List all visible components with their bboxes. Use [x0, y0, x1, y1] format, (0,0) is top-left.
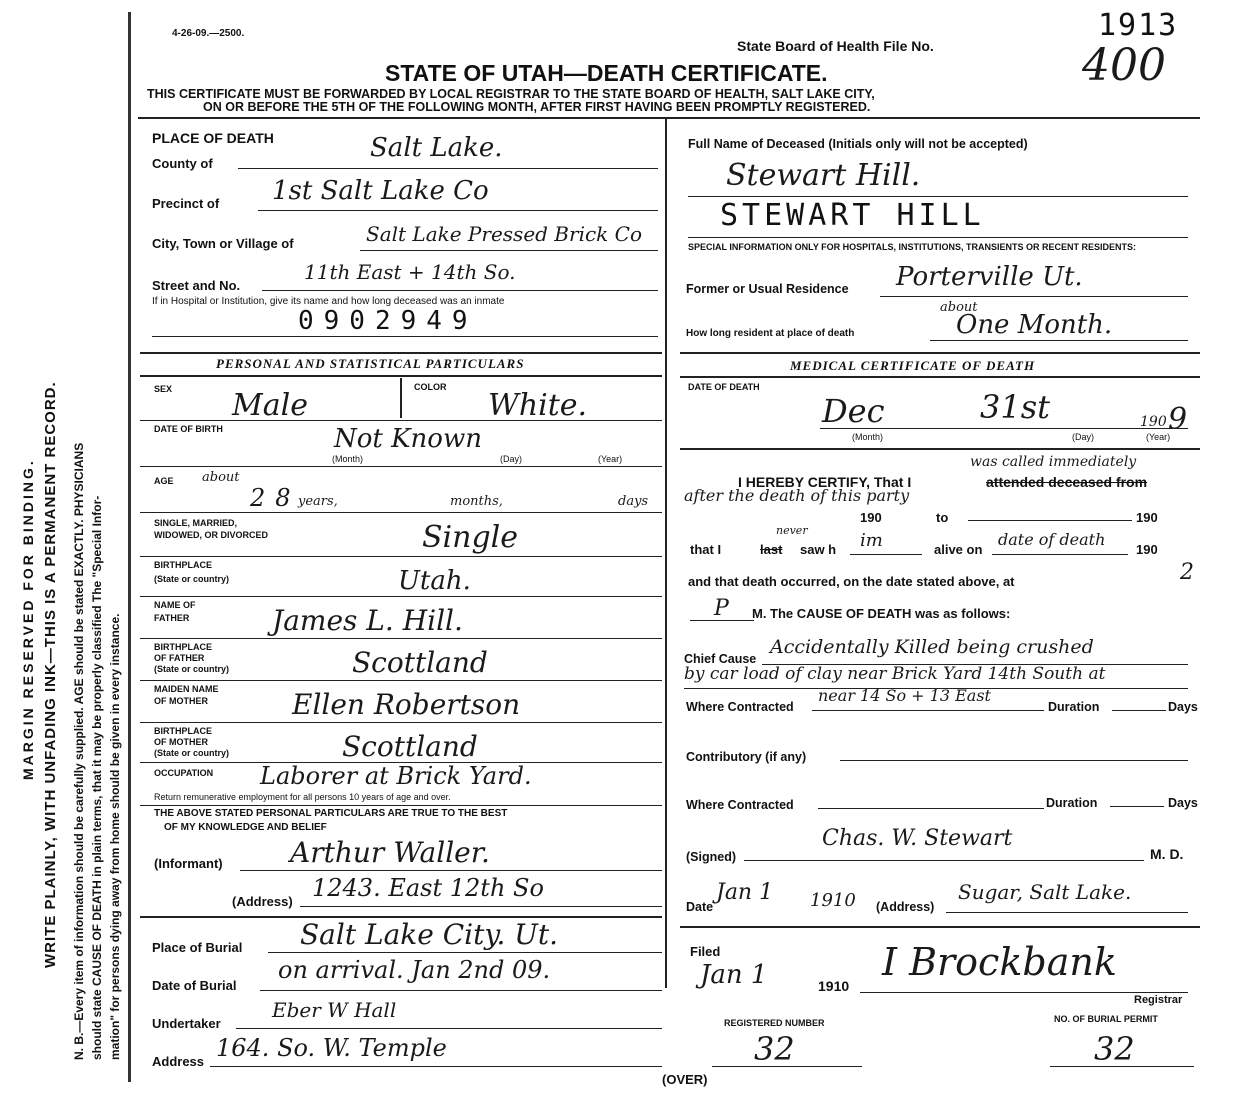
age-label: AGE — [154, 476, 174, 486]
father-bp-line — [140, 680, 662, 681]
undertaker-address-value: 164. So. W. Temple — [216, 1034, 447, 1062]
binding-line — [128, 12, 131, 1082]
alive-handwritten: date of death — [998, 530, 1106, 549]
father-bp-label-3: (State or country) — [154, 664, 230, 674]
margin-note-2: should state CAUSE OF DEATH in plain terms, that it may be properly classified The "Special Infor- — [90, 495, 104, 1060]
over-label: (OVER) — [662, 1072, 708, 1087]
dod-year: 9 — [1168, 402, 1188, 437]
father-bp-value: Scottland — [352, 646, 488, 679]
mother-label-1: MAIDEN NAME — [154, 684, 219, 694]
where-line — [812, 710, 1044, 711]
precinct-label: Precinct of — [152, 196, 220, 211]
informant-label: (Informant) — [154, 856, 223, 871]
pm-line — [690, 620, 754, 621]
section-rule-left — [140, 352, 662, 354]
sex-label: SEX — [154, 384, 173, 394]
registrar-signature: I Brockbank — [882, 940, 1117, 984]
dod-rule — [680, 448, 1200, 450]
age-value: 28 — [250, 484, 301, 512]
file-year: 1913 — [1098, 8, 1179, 43]
form-code: 4-26-09.—2500. — [172, 28, 245, 39]
street-line — [262, 290, 658, 291]
margin-ink-text: WRITE PLAINLY, WITH UNFADING INK—THIS IS A PERMANENT RECORD. — [42, 381, 59, 968]
undertaker-address-line — [210, 1066, 662, 1067]
filed-value: Jan 1 — [700, 960, 768, 990]
signed-line — [744, 860, 1144, 861]
burial-date-label: Date of Burial — [152, 978, 237, 993]
alive-label: alive on — [934, 542, 983, 557]
duration-2-label: Duration — [1046, 796, 1098, 810]
mother-bp-label-2: OF MOTHER — [154, 737, 208, 747]
informant-value: Arthur Waller. — [290, 836, 490, 869]
alive-line — [992, 554, 1128, 555]
hospital-line — [152, 336, 658, 337]
undertaker-value: Eber W Hall — [272, 998, 397, 1022]
mother-label-2: OF MOTHER — [154, 696, 208, 706]
color-value: White. — [488, 388, 588, 423]
birthplace-line — [140, 596, 662, 597]
md-label: M. D. — [1150, 846, 1184, 862]
occupation-label: OCCUPATION — [154, 768, 214, 778]
personal-heading-rule — [140, 375, 662, 377]
cert-date-year: 1910 — [810, 890, 856, 911]
name-value: Stewart Hill. — [726, 158, 921, 193]
marital-value: Single — [422, 520, 519, 555]
name-print-line — [688, 237, 1188, 238]
resident-about: about — [940, 300, 978, 315]
signed-label: (Signed) — [686, 850, 736, 864]
father-bp-label-1: BIRTHPLACE — [154, 642, 212, 652]
where-contracted-value: near 14 So + 13 East — [818, 686, 991, 705]
name-line — [688, 196, 1188, 197]
alive-year: 190 — [1136, 542, 1158, 557]
county-line — [238, 168, 658, 169]
duration-label: Duration — [1048, 700, 1100, 714]
precinct-line — [258, 210, 658, 211]
father-line — [140, 638, 662, 639]
days-label: days — [618, 494, 649, 509]
death-pm: P — [714, 596, 729, 621]
registered-number-label: REGISTERED NUMBER — [724, 1018, 825, 1028]
marital-label-1: SINGLE, MARRIED, — [154, 518, 238, 528]
signed-value: Chas. W. Stewart — [822, 826, 1013, 851]
chief-cause-label: Chief Cause — [684, 652, 757, 666]
burial-permit-value: 32 — [1094, 1030, 1135, 1068]
mother-line — [140, 722, 662, 723]
registered-number-line — [712, 1066, 862, 1067]
certify-handwritten: after the death of this party — [684, 486, 910, 505]
to-year: 190 — [1136, 510, 1158, 525]
attest-line-2: OF MY KNOWLEDGE AND BELIEF — [164, 822, 327, 833]
registrar-line — [860, 992, 1188, 993]
precinct-value: 1st Salt Lake Co — [272, 176, 489, 206]
from-year: 190 — [860, 510, 882, 525]
color-label: COLOR — [414, 382, 447, 392]
notice-line-2: ON OR BEFORE THE 5TH OF THE FOLLOWING MONTH, AFTER FIRST HAVING BEEN PROMPTLY REGISTERED. — [203, 100, 871, 114]
mother-bp-label-3: (State or country) — [154, 748, 230, 758]
duration-2-line — [1110, 806, 1164, 807]
special-info-label: SPECIAL INFORMATION ONLY FOR HOSPITALS, INSTITUTIONS, TRANSIENTS OR RECENT RESIDENTS: — [688, 242, 1137, 252]
duration-line — [1112, 710, 1166, 711]
dob-day-caption: (Day) — [500, 454, 522, 464]
dod-day-caption: (Day) — [1072, 432, 1094, 442]
burial-permit-label: NO. OF BURIAL PERMIT — [1054, 1014, 1158, 1024]
where-contracted-label: Where Contracted — [686, 700, 794, 714]
saw-label-2: saw h — [800, 542, 837, 557]
file-number: 400 — [1082, 40, 1166, 91]
center-divider — [665, 118, 667, 988]
where-2-line — [818, 808, 1044, 809]
margin-note-1: N. B.—Every item of information should be carefully supplied. AGE should be stated EXACTLY. PHYSICIANS — [72, 442, 86, 1060]
city-value: Salt Lake Pressed Brick Co — [366, 222, 642, 246]
occupation-note: Return remunerative employment for all persons 10 years of age and over. — [154, 792, 451, 802]
burial-place-value: Salt Lake City. Ut. — [300, 918, 558, 951]
attest-line-1: THE ABOVE STATED PERSONAL PARTICULARS ARE TRUE TO THE BEST — [154, 808, 508, 819]
father-value: James L. Hill. — [272, 604, 463, 637]
hospital-label: If in Hospital or Institution, give its name and how long deceased was an inmate — [152, 296, 505, 307]
informant-address-value: 1243. East 12th So — [312, 874, 544, 902]
chief-cause-1: Accidentally Killed being crushed — [770, 636, 1094, 658]
dod-label: DATE OF DEATH — [688, 382, 760, 392]
name-print: STEWART HILL — [720, 198, 985, 233]
chief-cause-2: by car load of clay near Brick Yard 14th South at — [684, 664, 1106, 684]
duration-days-label: Days — [1168, 700, 1198, 714]
name-label: Full Name of Deceased (Initials only will not be accepted) — [688, 137, 1028, 151]
birthplace-label-1: BIRTHPLACE — [154, 560, 212, 570]
certify-label: I HEREBY CERTIFY, That I — [738, 474, 912, 490]
dod-year-caption: (Year) — [1146, 432, 1171, 442]
father-label-1: NAME OF — [154, 600, 196, 610]
burial-date-value: on arrival. Jan 2nd 09. — [278, 956, 551, 984]
resident-value: One Month. — [956, 310, 1113, 340]
occupation-value: Laborer at Brick Yard. — [260, 762, 532, 790]
cert-date-value: Jan 1 — [716, 880, 774, 905]
cert-date-label: Date — [686, 900, 714, 914]
place-heading: PLACE OF DEATH — [152, 130, 274, 146]
sex-value: Male — [232, 388, 308, 423]
dod-line — [820, 428, 1188, 429]
burial-permit-line — [1050, 1066, 1194, 1067]
resident-label: How long resident at place of death — [686, 328, 855, 339]
occupation-line — [140, 805, 662, 806]
medical-heading: MEDICAL CERTIFICATE OF DEATH — [790, 358, 1036, 373]
residence-line — [880, 296, 1188, 297]
burial-place-line — [268, 952, 662, 953]
cert-address-label: (Address) — [876, 900, 935, 914]
to-label: to — [936, 510, 949, 525]
city-line — [360, 250, 658, 251]
birthplace-value: Utah. — [398, 566, 471, 596]
margin-note-3: mation" for persons dying away from home should be given in every instance. — [108, 613, 122, 1060]
saw-struck: last — [760, 542, 783, 557]
medical-heading-rule — [680, 376, 1200, 378]
contributory-label: Contributory (if any) — [686, 750, 807, 764]
undertaker-line — [236, 1028, 662, 1029]
informant-address-line — [300, 906, 662, 907]
years-label: years, — [298, 494, 338, 509]
dob-value: Not Known — [334, 424, 482, 454]
filed-year: 1910 — [818, 978, 850, 994]
informant-line — [240, 870, 662, 871]
marital-line — [140, 556, 662, 557]
burial-place-label: Place of Burial — [152, 940, 243, 955]
residence-value: Porterville Ut. — [896, 262, 1083, 292]
street-value: 11th East + 14th So. — [304, 260, 516, 284]
dob-line — [140, 466, 662, 467]
burial-date-line — [260, 990, 662, 991]
sex-color-divider — [400, 378, 402, 418]
age-about: about — [202, 470, 240, 485]
saw-above: never — [776, 524, 808, 537]
notice-line-1: THIS CERTIFICATE MUST BE FORWARDED BY LOCAL REGISTRAR TO THE STATE BOARD OF HEALTH, SALT LAKE CITY, — [147, 87, 875, 101]
registered-number-value: 32 — [754, 1030, 795, 1068]
saw-label-1: that I — [690, 542, 722, 557]
certificate-title: STATE OF UTAH—DEATH CERTIFICATE. — [385, 60, 828, 86]
residence-label: Former or Usual Residence — [686, 282, 849, 296]
informant-address-label: (Address) — [232, 894, 293, 909]
birthplace-label-2: (State or country) — [154, 574, 230, 584]
death-hour: 2 — [1180, 560, 1194, 585]
undertaker-address-label: Address — [152, 1054, 205, 1069]
dod-month: Dec — [822, 392, 885, 430]
county-value: Salt Lake. — [370, 133, 503, 163]
to-line — [968, 520, 1132, 521]
mother-bp-value: Scottland — [342, 730, 478, 763]
undertaker-label: Undertaker — [152, 1016, 221, 1031]
city-label: City, Town or Village of — [152, 236, 294, 251]
cause-label: M. The CAUSE OF DEATH was as follows: — [752, 606, 1011, 621]
sex-line — [140, 420, 662, 421]
cert-address-line — [946, 912, 1188, 913]
saw-him: im — [860, 530, 883, 551]
certify-struck: attended deceased from — [986, 474, 1148, 490]
age-line — [140, 512, 662, 513]
margin-binding-text: MARGIN RESERVED FOR BINDING. — [20, 458, 36, 780]
dob-month-caption: (Month) — [332, 454, 364, 464]
dod-month-caption: (Month) — [852, 432, 884, 442]
contributory-line — [840, 760, 1188, 761]
top-rule — [138, 117, 1200, 119]
certify-above: was called immediately — [970, 454, 1137, 470]
dod-day: 31st — [980, 388, 1050, 426]
father-bp-label-2: OF FATHER — [154, 653, 205, 663]
mother-value: Ellen Robertson — [292, 688, 521, 721]
registrar-label: Registrar — [1134, 994, 1183, 1006]
section-rule-right — [680, 352, 1200, 354]
father-label-2: FATHER — [154, 613, 190, 623]
where-contracted-2-label: Where Contracted — [686, 798, 794, 812]
saw-line — [850, 554, 922, 555]
dob-label: DATE OF BIRTH — [154, 424, 223, 434]
marital-label-2: WIDOWED, OR DIVORCED — [154, 530, 268, 540]
occurred-label: and that death occurred, on the date stated above, at — [688, 574, 1015, 589]
dob-year-caption: (Year) — [598, 454, 623, 464]
certificate-stamp-number: 0902949 — [298, 306, 478, 336]
resident-line — [930, 340, 1188, 341]
cert-address-value: Sugar, Salt Lake. — [958, 880, 1132, 904]
months-label: months, — [450, 494, 503, 509]
county-label: County of — [152, 156, 213, 171]
mother-bp-label-1: BIRTHPLACE — [154, 726, 212, 736]
filing-rule — [680, 926, 1200, 928]
duration-2-days-label: Days — [1168, 796, 1198, 810]
dod-year-prefix: 190 — [1140, 414, 1167, 430]
file-label: State Board of Health File No. — [737, 38, 934, 54]
filed-label: Filed — [690, 944, 721, 959]
personal-heading: PERSONAL AND STATISTICAL PARTICULARS — [216, 356, 525, 371]
street-label: Street and No. — [152, 278, 241, 293]
